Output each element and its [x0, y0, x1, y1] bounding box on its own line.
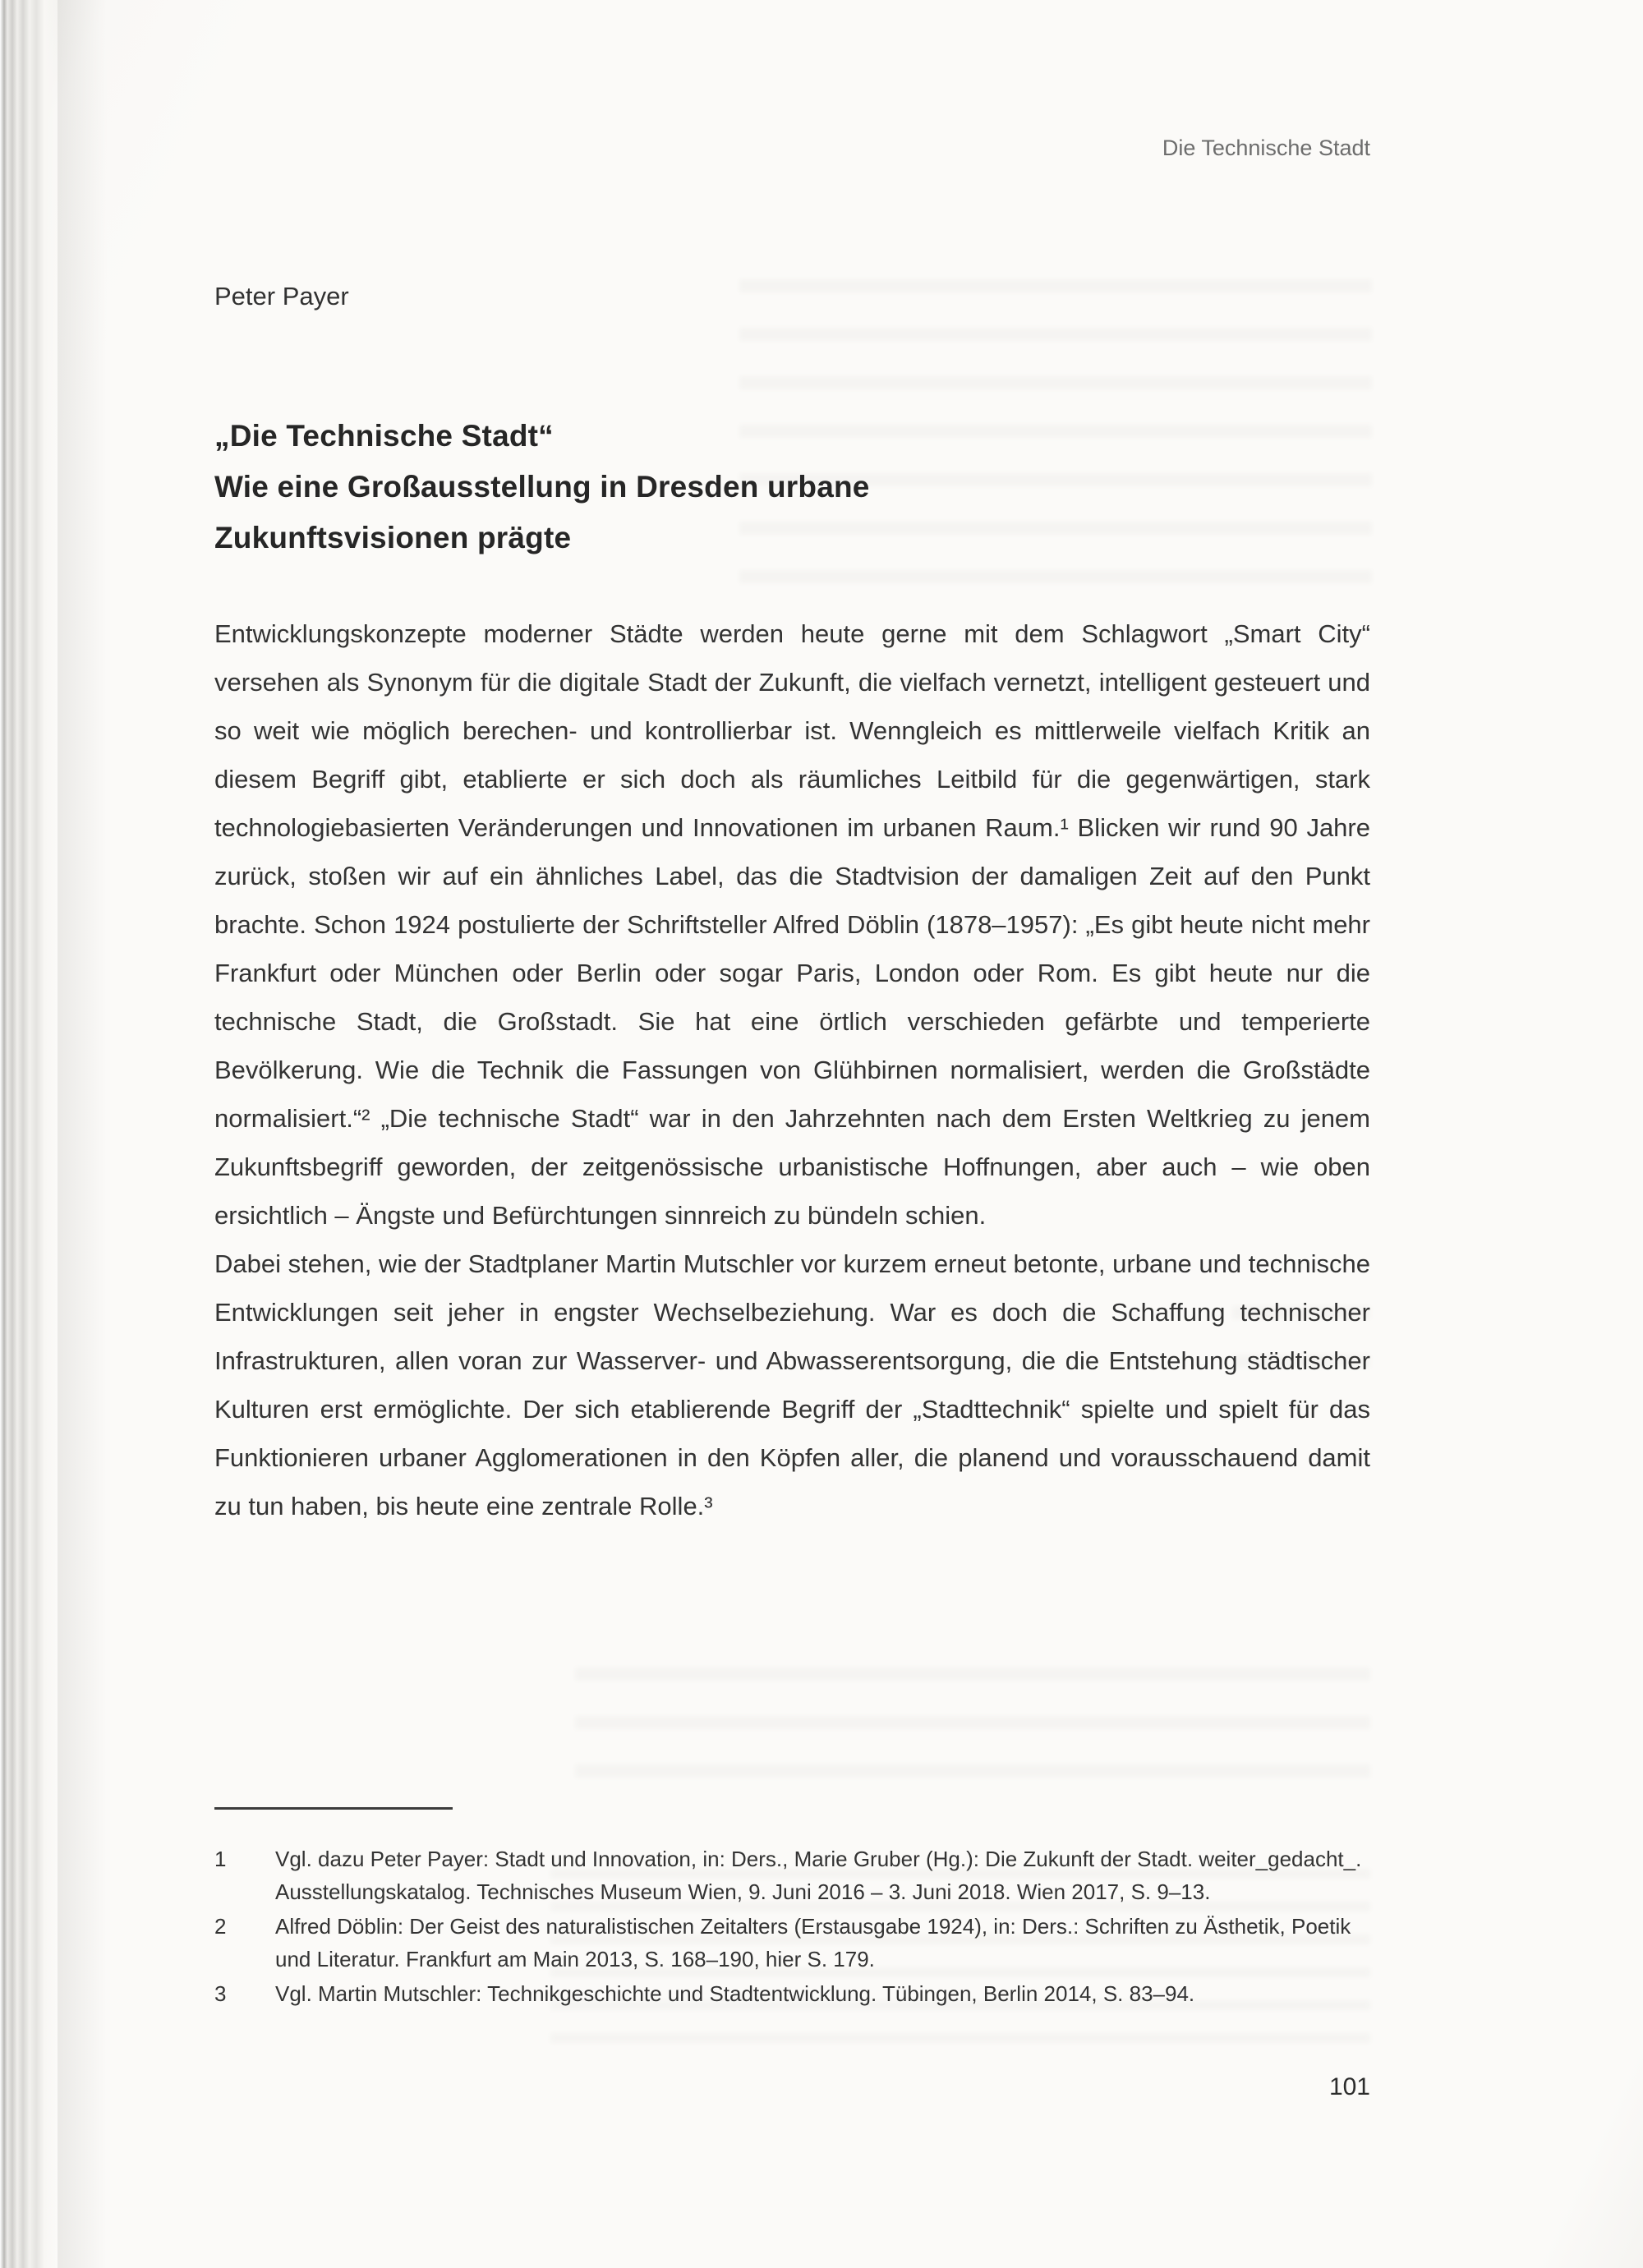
book-binding-edge [0, 0, 58, 2268]
author-name: Peter Payer [214, 282, 349, 311]
footnote-text: Vgl. Martin Mutschler: Technikgeschichte und Stadtentwicklung. Tübingen, Berlin 2014, S. 83–94. [275, 1981, 1195, 2006]
footnote-text: Vgl. dazu Peter Payer: Stadt und Innovation, in: Ders., Marie Gruber (Hg.): Die Zukunft der Stadt. weiter_gedacht_. Ausstellungskatalog. Technisches Museum Wien, 9. Juni 2016 – 3. Juni 2018. Wien 2017, S. 9–13. [275, 1847, 1362, 1904]
footnote-2 [214, 1910, 1381, 1976]
footnote-text: Alfred Döblin: Der Geist des naturalistischen Zeitalters (Erstausgabe 1924), in: Ders.: Schriften zu Ästhetik, Poetik und Literatur. Frankfurt am Main 2013, S. 168–190, hier S. 179. [275, 1914, 1351, 1971]
reverse-page-bleedthrough [575, 1668, 1370, 1783]
footnote-number: 1 [214, 1847, 227, 1871]
paragraph-1: Entwicklungskonzepte moderner Städte werden heute gerne mit dem Schlagwort „Smart City“ versehen als Synonym für die digitale Stadt der Zukunft, die vielfach vernetzt, intelligent gesteuert und so weit wie möglich berechen- und kontrollierbar ist. Wenngleich es mittlerweile vielfach Kritik an diesem Begriff gibt, etablierte er sich doch als räumliches Leitbild für die gegenwärtigen, stark technologiebasierten Veränderungen und Innovationen im urbanen Raum.¹ Blicken wir rund 90 Jahre zurück, stoßen wir auf ein ähnliches Label, das die Stadtvision der damaligen Zeit auf den Punkt brachte. Schon 1924 postulierte der Schriftsteller Alfred Döblin (1878–1957): „Es gibt heute nicht mehr Frankfurt oder München oder Berlin oder sogar Paris, London oder Rom. Es gibt heute nur die technische Stadt, die Großstadt. Sie hat eine örtlich verschieden gefärbte und temperierte Bevölkerung. Wie die Technik die Fassungen von Glühbirnen normalisiert, werden die Großstädte normalisiert.“² „Die technische Stadt“ war in den Jahrzehnten nach dem Ersten Weltkrieg zu jenem Zukunftsbegriff geworden, der zeitgenössische urbanistische Hoffnungen, aber auch – wie oben ersichtlich – Ängste und Befürchtungen sinnreich zu bündeln schien. [214, 619, 1370, 1230]
running-header: Die Technische Stadt [1162, 136, 1370, 160]
footnote-1 [214, 1842, 1381, 1908]
chapter-title-line-1: „Die Technische Stadt“ [214, 419, 554, 453]
footnote-number: 3 [214, 1981, 227, 2006]
body-text [214, 610, 1370, 1530]
footnotes [214, 1842, 1381, 2012]
footnote-3 [214, 1977, 1381, 2010]
chapter-title [214, 411, 1370, 564]
footnote-number: 2 [214, 1914, 227, 1939]
chapter-title-line-2: Wie eine Großausstellung in Dresden urbane [214, 470, 870, 504]
chapter-title-line-3: Zukunftsvisionen prägte [214, 521, 572, 554]
page-number: 101 [1328, 2073, 1370, 2100]
book-binding-shadow [58, 0, 107, 2268]
footnote-separator-rule [214, 1807, 453, 1810]
paragraph-2: Dabei stehen, wie der Stadtplaner Martin Mutschler vor kurzem erneut betonte, urbane und technische Entwicklungen seit jeher in engster Wechselbeziehung. War es doch die Schaffung technischer Infrastrukturen, allen voran zur Wasserver- und Abwasserentsorgung, die die Entstehung städtischer Kulturen erst ermöglichte. Der sich etablierende Begriff der „Stadttechnik“ spielte und spielt für das Funktionieren urbaner Agglomerationen in den Köpfen aller, die planend und vorausschauend damit zu tun haben, bis heute eine zentrale Rolle.³ [214, 1249, 1370, 1520]
